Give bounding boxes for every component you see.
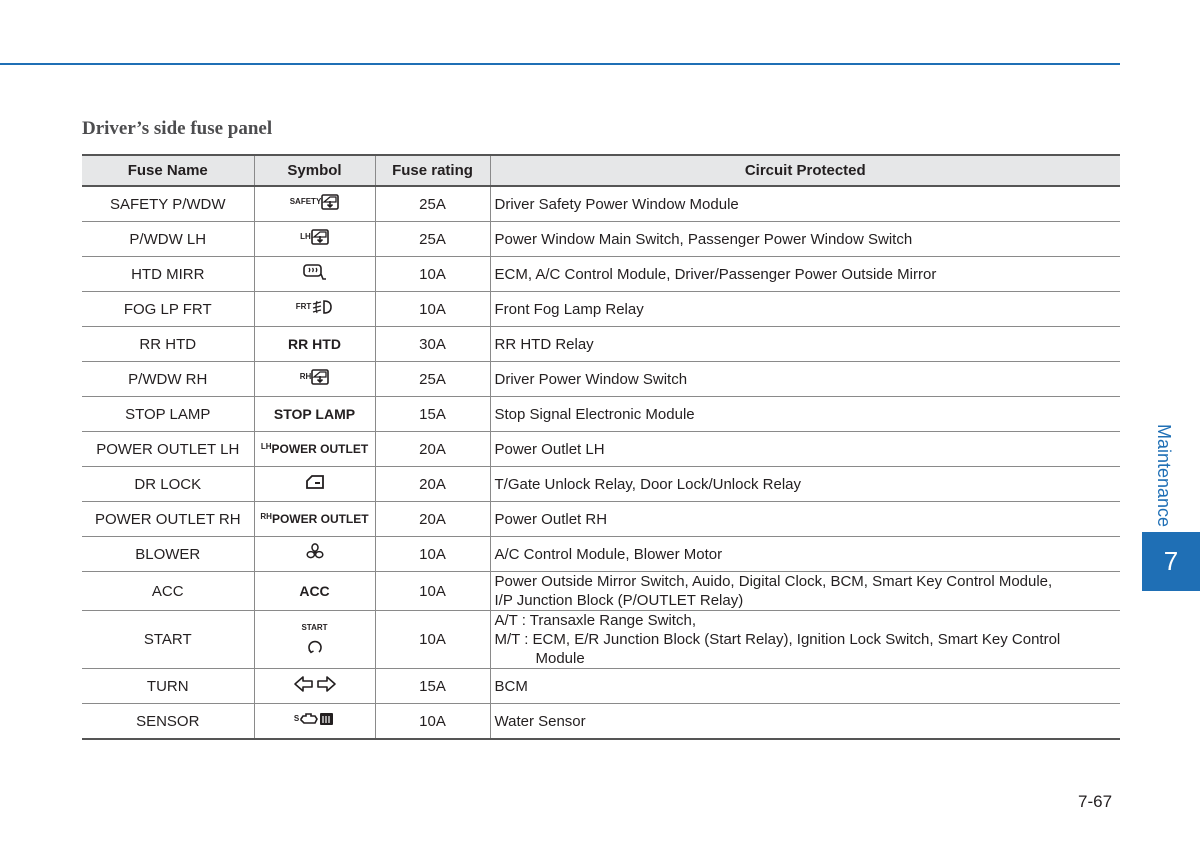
- fuse-rating-cell: 20A: [375, 467, 490, 502]
- engine-sensor-icon: [299, 711, 335, 732]
- table-header-row: [82, 155, 1120, 186]
- circuit-line: Module: [535, 650, 585, 667]
- fuse-rating-cell: 15A: [375, 397, 490, 432]
- symbol-superscript: S: [293, 713, 300, 723]
- fuse-name-cell: P/WDW RH: [82, 362, 254, 397]
- symbol-superscript: SAFETY: [289, 196, 322, 206]
- circuit-line: T/Gate Unlock Relay, Door Lock/Unlock Relay: [494, 475, 802, 493]
- symbol-superscript: START: [301, 623, 328, 633]
- table-row: [82, 257, 1120, 292]
- circuit-protected-cell: [490, 572, 1120, 611]
- table-row: [82, 669, 1120, 704]
- symbol-cell: [254, 502, 375, 537]
- circuit-protected-cell: [490, 502, 1120, 537]
- fuse-rating-cell: 10A: [375, 704, 490, 740]
- fuse-rating-cell: 25A: [375, 362, 490, 397]
- table-row: [82, 362, 1120, 397]
- fuse-name-cell: POWER OUTLET RH: [82, 502, 254, 537]
- table-row: [82, 222, 1120, 257]
- fuse-name-cell: DR LOCK: [82, 467, 254, 502]
- circuit-line: M/T : ECM, E/R Junction Block (Start Relay), Ignition Lock Switch, Smart Key Control: [494, 631, 1061, 648]
- fuse-rating-cell: 10A: [375, 611, 490, 669]
- symbol-text: RR HTD: [288, 335, 341, 352]
- table-row: [82, 704, 1120, 740]
- symbol-cell: [254, 362, 375, 397]
- circuit-line: Power Outlet RH: [494, 510, 608, 528]
- fuse-table-body: [82, 186, 1120, 739]
- side-tab-label: Maintenance: [1154, 424, 1174, 528]
- symbol-cell: [254, 397, 375, 432]
- symbol-cell: [254, 257, 375, 292]
- turn-signal-icon: [293, 675, 337, 698]
- symbol-cell: [254, 327, 375, 362]
- symbol-superscript: LH: [260, 442, 272, 451]
- circuit-line: Power Outside Mirror Switch, Auido, Digital Clock, BCM, Smart Key Control Module,: [494, 573, 1053, 590]
- circuit-line: Power Outlet LH: [494, 440, 605, 458]
- symbol-text: POWER OUTLET: [271, 442, 369, 456]
- circuit-protected-cell: [490, 467, 1120, 502]
- fuse-name-cell: RR HTD: [82, 327, 254, 362]
- header-fuse-rating: Fuse rating: [375, 155, 490, 186]
- fuse-name-cell: ACC: [82, 572, 254, 611]
- fuse-rating-cell: 10A: [375, 292, 490, 327]
- fuse-rating-cell: 20A: [375, 502, 490, 537]
- circuit-protected-cell: [490, 537, 1120, 572]
- table-row: [82, 611, 1120, 669]
- symbol-cell: [254, 467, 375, 502]
- table-row: [82, 327, 1120, 362]
- circuit-line: RR HTD Relay: [494, 335, 594, 353]
- fuse-name-cell: SAFETY P/WDW: [82, 186, 254, 222]
- circuit-protected-cell: [490, 397, 1120, 432]
- table-row: [82, 537, 1120, 572]
- circuit-line: Driver Safety Power Window Module: [494, 195, 739, 213]
- table-row: [82, 292, 1120, 327]
- circuit-line: I/P Junction Block (P/OUTLET Relay): [494, 592, 744, 609]
- fuse-name-cell: STOP LAMP: [82, 397, 254, 432]
- table-row: [82, 186, 1120, 222]
- symbol-cell: [254, 704, 375, 740]
- top-rule: [0, 63, 1120, 65]
- header-fuse-name: Fuse Name: [82, 155, 254, 186]
- header-circuit-protected: Circuit Protected: [490, 155, 1120, 186]
- circuit-protected-cell: [490, 611, 1120, 669]
- symbol-cell: [254, 572, 375, 611]
- table-row: [82, 397, 1120, 432]
- fuse-name-cell: BLOWER: [82, 537, 254, 572]
- symbol-cell: [254, 222, 375, 257]
- fuse-name-cell: FOG LP FRT: [82, 292, 254, 327]
- header-symbol: Symbol: [254, 155, 375, 186]
- circuit-line: Water Sensor: [494, 712, 586, 730]
- fuse-name-cell: SENSOR: [82, 704, 254, 740]
- circuit-protected-cell: [490, 432, 1120, 467]
- symbol-text: POWER OUTLET: [271, 512, 369, 526]
- fuse-name-cell: START: [82, 611, 254, 669]
- fuse-rating-cell: 10A: [375, 257, 490, 292]
- window-switch-icon: [311, 229, 329, 250]
- circuit-protected-cell: [490, 327, 1120, 362]
- circuit-line: Stop Signal Electronic Module: [494, 405, 695, 423]
- fuse-rating-cell: 25A: [375, 186, 490, 222]
- fuse-rating-cell: 25A: [375, 222, 490, 257]
- symbol-cell: [254, 186, 375, 222]
- circuit-line: Front Fog Lamp Relay: [494, 300, 644, 318]
- heated-mirror-icon: [302, 263, 328, 286]
- symbol-superscript: LH: [300, 231, 311, 241]
- door-lock-icon: [304, 474, 326, 495]
- chapter-tab: 7: [1142, 532, 1200, 591]
- circuit-protected-cell: [490, 362, 1120, 397]
- front-fog-lamp-icon: [311, 299, 333, 320]
- symbol-cell: [254, 292, 375, 327]
- circuit-protected-cell: [490, 257, 1120, 292]
- circuit-line: Driver Power Window Switch: [494, 370, 688, 388]
- circuit-line: A/T : Transaxle Range Switch,: [494, 612, 696, 629]
- circuit-line: ECM, A/C Control Module, Driver/Passenger Power Outside Mirror: [494, 265, 937, 283]
- fuse-name-cell: POWER OUTLET LH: [82, 432, 254, 467]
- symbol-cell: [254, 611, 375, 669]
- symbol-superscript: FRT: [295, 301, 312, 311]
- circuit-protected-cell: [490, 292, 1120, 327]
- window-switch-icon: [321, 194, 339, 215]
- table-row: [82, 502, 1120, 537]
- fuse-rating-cell: 10A: [375, 537, 490, 572]
- page-number: 7-67: [1078, 792, 1113, 811]
- table-row: [82, 572, 1120, 611]
- circuit-protected-cell: [490, 704, 1120, 740]
- fuse-rating-cell: 30A: [375, 327, 490, 362]
- fuse-name-cell: TURN: [82, 669, 254, 704]
- symbol-cell: [254, 537, 375, 572]
- circuit-line: BCM: [494, 677, 528, 695]
- section-title: Driver’s side fuse panel: [82, 118, 273, 139]
- table-row: [82, 467, 1120, 502]
- fuse-name-cell: P/WDW LH: [82, 222, 254, 257]
- fuse-name-cell: HTD MIRR: [82, 257, 254, 292]
- symbol-superscript: RH: [260, 512, 272, 521]
- symbol-text: ACC: [299, 582, 330, 599]
- table-row: [82, 432, 1120, 467]
- circuit-line: Power Window Main Switch, Passenger Power Window Switch: [494, 230, 913, 248]
- fuse-table: [82, 154, 1120, 740]
- symbol-superscript: RH: [299, 371, 312, 381]
- circuit-protected-cell: [490, 222, 1120, 257]
- symbol-cell: [254, 669, 375, 704]
- symbol-cell: [254, 432, 375, 467]
- fan-icon: [305, 543, 325, 566]
- circuit-protected-cell: [490, 186, 1120, 222]
- window-switch-icon: [311, 369, 329, 390]
- circuit-line: A/C Control Module, Blower Motor: [494, 545, 723, 563]
- fuse-rating-cell: 15A: [375, 669, 490, 704]
- circuit-protected-cell: [490, 669, 1120, 704]
- fuse-rating-cell: 10A: [375, 572, 490, 611]
- start-icon: [307, 640, 323, 659]
- fuse-rating-cell: 20A: [375, 432, 490, 467]
- symbol-text: STOP LAMP: [273, 405, 356, 422]
